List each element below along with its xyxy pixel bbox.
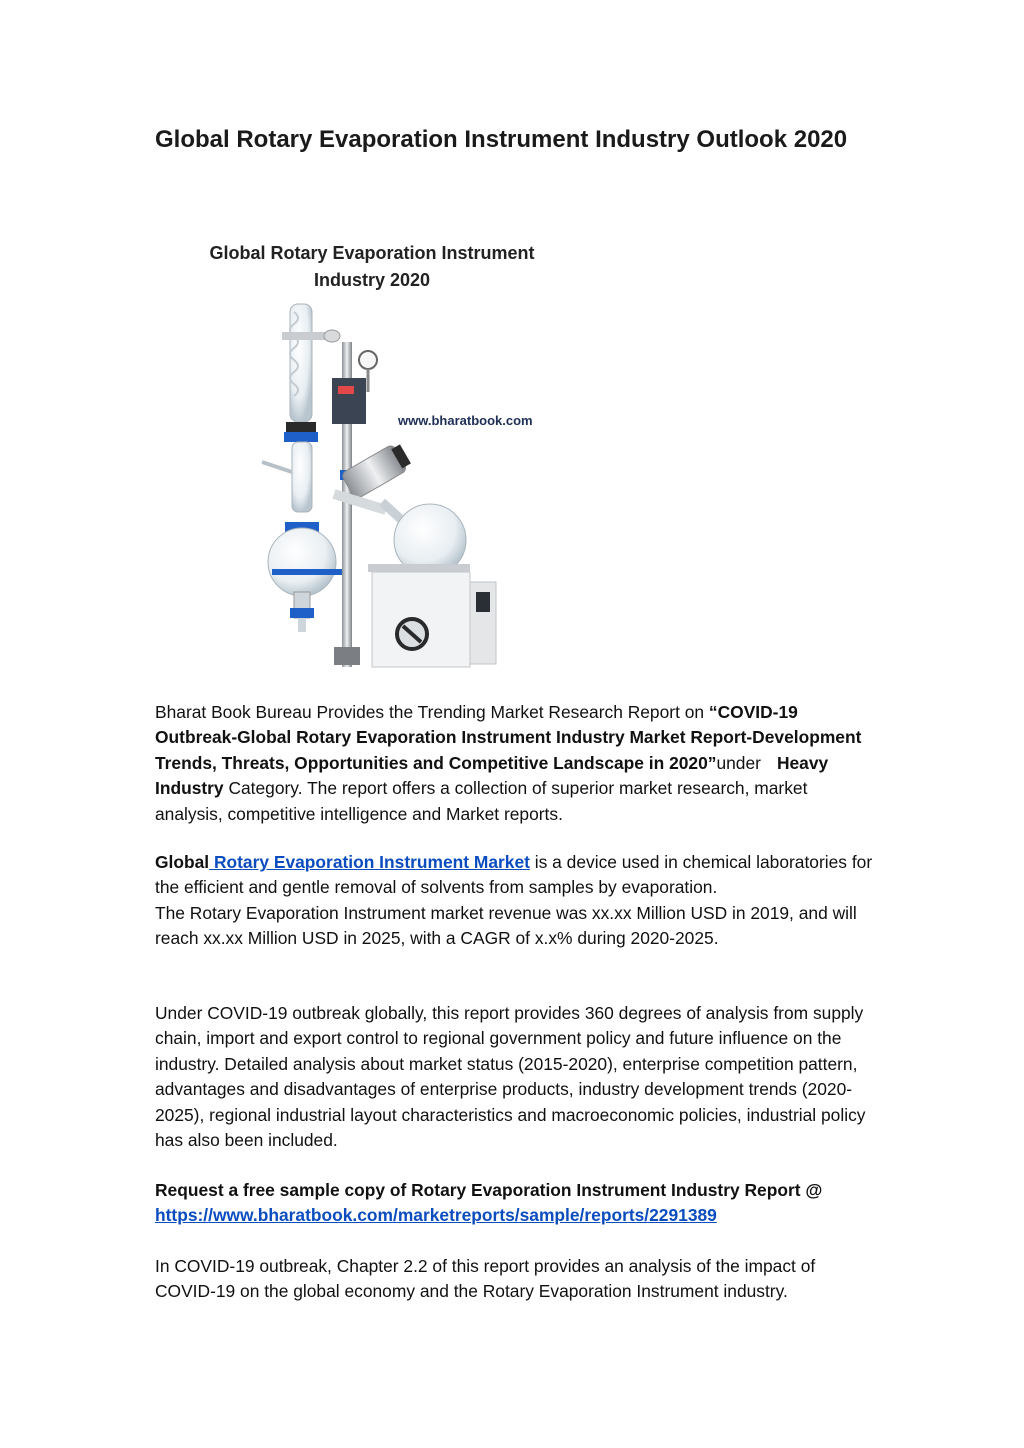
sample-request-link[interactable]: https://www.bharatbook.com/marketreports/sample/reports/2291389 (155, 1205, 717, 1226)
market-definition-paragraph (155, 850, 875, 952)
market-definition: is a device used in chemical laboratories for the efficient and gentle removal of solvents from samples by evaporation. (155, 852, 873, 898)
covid-impact-paragraph: In COVID-19 outbreak, Chapter 2.2 of this report provides an analysis of the impact of COVID-19 on the global economy and the Rotary Evaporation Instrument industry. (155, 1256, 816, 1302)
market-link[interactable]: Rotary Evaporation Instrument Market (209, 852, 530, 872)
page-title: Global Rotary Evaporation Instrument Industry Outlook 2020 (155, 126, 848, 153)
category-name: Heavy Industry (155, 752, 829, 799)
product-figure (172, 232, 592, 672)
global-label: Global (155, 852, 210, 872)
sample-request-paragraph (155, 1178, 875, 1229)
intro-lead: Bharat Book Bureau Provides the Trending Market Research Report on (155, 702, 709, 722)
intro-under: under (716, 752, 761, 773)
intro-tail: Category. The report offers a collection of superior market research, market analysis, competitive intelligence and Market reports. (155, 778, 808, 824)
rotary-evaporator-illustration (172, 232, 592, 672)
analysis-paragraph: Under COVID-19 outbreak globally, this report provides 360 degrees of analysis from supply chain, import and export control to regional government policy and future influence on the industry. Detailed analysis about market status (2015-2020), enterprise competition pattern, advantages and disadvantages of enterprise products, industry development trends (2020-2025), regional industrial layout characteristics and macroeconomic policies, industrial policy has also been included. (155, 1003, 866, 1151)
market-revenue: The Rotary Evaporation Instrument market revenue was xx.xx Million USD in 2019, and will reach xx.xx Million USD in 2025, with a CAGR of x.x% during 2020-2025. (155, 902, 857, 949)
figure-url-text: www.bharatbook.com (398, 413, 533, 428)
report-title: “COVID-19 Outbreak-Global Rotary Evaporation Instrument Industry Market Report-Development Trends, Threats, Opportunities and Competitive Landscape in 2020” (155, 702, 862, 773)
intro-paragraph (155, 700, 875, 827)
figure-caption: Global Rotary Evaporation Instrument Industry 2020 (209, 243, 535, 290)
sample-request-text: Request a free sample copy of Rotary Evaporation Instrument Industry Report @ (155, 1180, 823, 1200)
